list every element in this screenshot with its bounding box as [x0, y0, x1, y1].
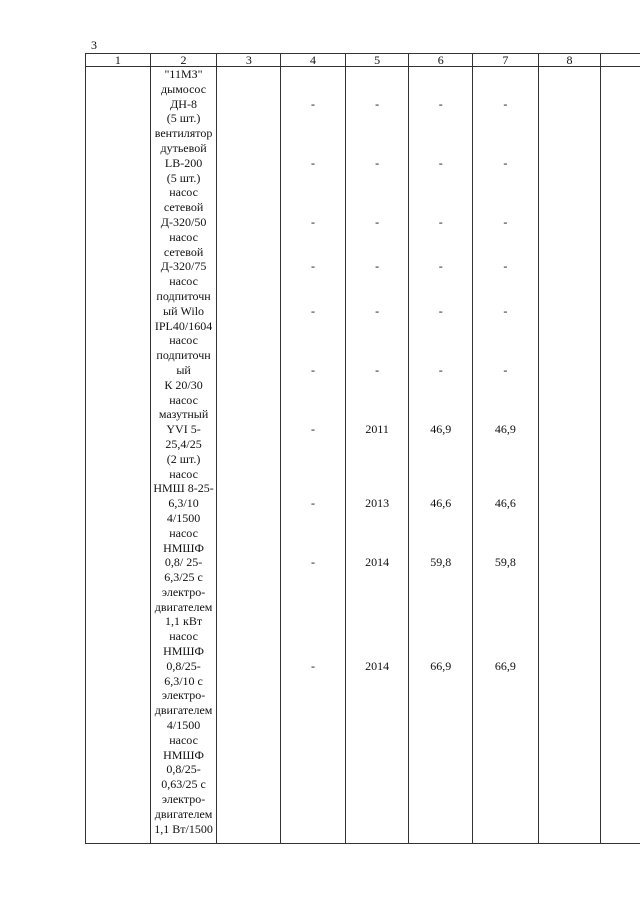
equipment-name-line: 4/1500	[166, 718, 201, 733]
col-9-cell	[601, 67, 640, 844]
equipment-name-line: сетевой	[163, 200, 204, 215]
value-c5: -	[375, 259, 380, 274]
equipment-name-line: дутьевой	[160, 140, 207, 155]
equipment-name-line: двигателем	[154, 703, 213, 718]
equipment-name-line: насос	[169, 229, 198, 244]
equipment-name-line: насос	[169, 333, 198, 348]
equipment-name-line: Д-320/50	[160, 214, 207, 229]
col-header-1: 1	[86, 54, 151, 67]
equipment-name-line: мазутный	[158, 407, 209, 422]
value-c7: 46,9	[494, 422, 516, 437]
col-3-cell	[217, 67, 281, 844]
year-cell	[345, 67, 409, 844]
header-row	[86, 54, 640, 67]
value-c7: -	[503, 96, 508, 111]
value-c4: -	[310, 422, 315, 437]
value-c5: 2011	[365, 422, 389, 437]
value-c7: -	[503, 303, 508, 318]
value-c5: 2013	[365, 496, 390, 511]
equipment-name-line: 6,3/10	[168, 496, 199, 511]
col-header-9	[601, 54, 640, 67]
equipment-name-line: (5 шт.)	[166, 170, 201, 185]
col-header-7: 7	[473, 54, 539, 67]
value-c6: -	[438, 96, 443, 111]
equipment-name-line: насос	[169, 525, 198, 540]
equipment-name-line: электро-	[161, 792, 206, 807]
equipment-name-line: электро-	[161, 688, 206, 703]
col-1-cell	[86, 67, 151, 844]
value-c5: -	[375, 303, 380, 318]
equipment-name-line: 6,3/10 с	[164, 673, 203, 688]
col-header-2: 2	[150, 54, 217, 67]
equipment-name-line: 1,1 Вт/1500	[154, 821, 213, 836]
equipment-name-line: (2 шт.)	[166, 451, 201, 466]
value-c7: 46,6	[494, 496, 516, 511]
value-c4: -	[310, 303, 315, 318]
value-c4: -	[310, 155, 315, 170]
equipment-name-line: сетевой	[163, 244, 204, 259]
equipment-name-line: вентилятор	[154, 126, 213, 141]
value-c5: -	[375, 363, 380, 377]
col-header-4: 4	[281, 54, 346, 67]
value-c4: -	[310, 259, 315, 274]
equipment-name-line: LB-200	[164, 155, 203, 170]
value-c4: -	[310, 363, 315, 377]
body-row	[86, 67, 640, 844]
value-c6: -	[438, 259, 443, 274]
col-4-cell	[281, 67, 346, 844]
equipment-name-line: насос	[169, 185, 198, 200]
equipment-name-line: ый	[176, 362, 191, 377]
value-c4: -	[310, 659, 315, 673]
value-c7: -	[503, 259, 508, 274]
equipment-name-line: насос	[169, 629, 198, 644]
value-c7: -	[503, 155, 508, 170]
col-8-cell	[538, 67, 601, 844]
equipment-name-line: подпиточн	[156, 348, 211, 363]
equipment-name-line: НМШФ	[163, 540, 205, 555]
equipment-name-line: 0,63/25 с	[161, 777, 206, 792]
equipment-name-line: двигателем	[154, 599, 213, 614]
value-c4: -	[310, 496, 315, 511]
equipment-name-line: YVI 5-	[166, 422, 201, 437]
equipment-name-line: 0,8/ 25-	[164, 555, 203, 570]
col-6-cell	[409, 67, 473, 844]
equipment-name-line: подпиточн	[156, 288, 211, 303]
value-c5: 2014	[365, 659, 390, 673]
value-c5: 2014	[365, 555, 390, 570]
equipment-name-line: 6,3/25 с	[164, 570, 203, 585]
equipment-name-line: насос	[169, 732, 198, 747]
col-header-6: 6	[409, 54, 473, 67]
equipment-name-line: ДН-8	[170, 96, 197, 111]
equipment-name-line: дымосос	[161, 81, 207, 96]
page-number: 3	[91, 38, 97, 52]
equipment-name-line: К 20/30	[164, 377, 203, 392]
equipment-name-line: IPL40/1604	[154, 318, 213, 333]
equipment-name-line: "11МЗ"	[164, 67, 203, 81]
equipment-name-line: НМШФ	[163, 644, 205, 659]
equipment-name-line: 25,4/25	[165, 436, 202, 451]
equipment-name-line: двигателем	[154, 806, 213, 821]
col-7-cell	[473, 67, 539, 844]
equipment-table	[85, 53, 640, 844]
value-c5: -	[375, 96, 380, 111]
value-c6: 59,8	[430, 555, 452, 570]
equipment-name-line: 1,1 кВт	[165, 614, 203, 629]
col-header-8: 8	[538, 54, 601, 67]
equipment-name-line: 4/1500	[166, 510, 201, 525]
value-c6: 66,9	[430, 659, 452, 673]
equipment-name-line: Д-320/75	[160, 259, 207, 274]
value-c7: 66,9	[494, 659, 516, 673]
value-c4: -	[310, 555, 315, 570]
value-c6: -	[438, 155, 443, 170]
equipment-name-line: электро-	[161, 584, 206, 599]
equipment-name-line: насос	[169, 274, 198, 289]
equipment-name-line: насос	[169, 466, 198, 481]
value-c4: -	[310, 96, 315, 111]
value-c5: -	[375, 155, 380, 170]
value-c6: 46,9	[430, 422, 452, 437]
equipment-name-line: (5 шт.)	[166, 111, 201, 126]
value-c7: -	[503, 363, 508, 377]
col-header-3: 3	[217, 54, 281, 67]
col-header-5: 5	[345, 54, 409, 67]
value-c6: -	[438, 363, 443, 377]
equipment-name-line: НМШ 8-25-	[153, 481, 214, 496]
equipment-name-line: НМШФ	[163, 747, 205, 762]
value-c6: -	[438, 215, 443, 229]
equipment-name-line: 0,8/25-	[166, 658, 201, 673]
equipment-name-line: 0,8/25-	[166, 762, 201, 777]
value-c4: -	[310, 215, 315, 229]
value-c7: 59,8	[494, 555, 516, 570]
value-c7: -	[503, 215, 508, 229]
equipment-name-line: ый Wilo	[163, 303, 205, 318]
equipment-name-line: насос	[169, 392, 198, 407]
value-c5: -	[375, 215, 380, 229]
value-c6: 46,6	[430, 496, 452, 511]
equipment-names-cell	[150, 67, 217, 844]
value-c6: -	[438, 303, 443, 318]
